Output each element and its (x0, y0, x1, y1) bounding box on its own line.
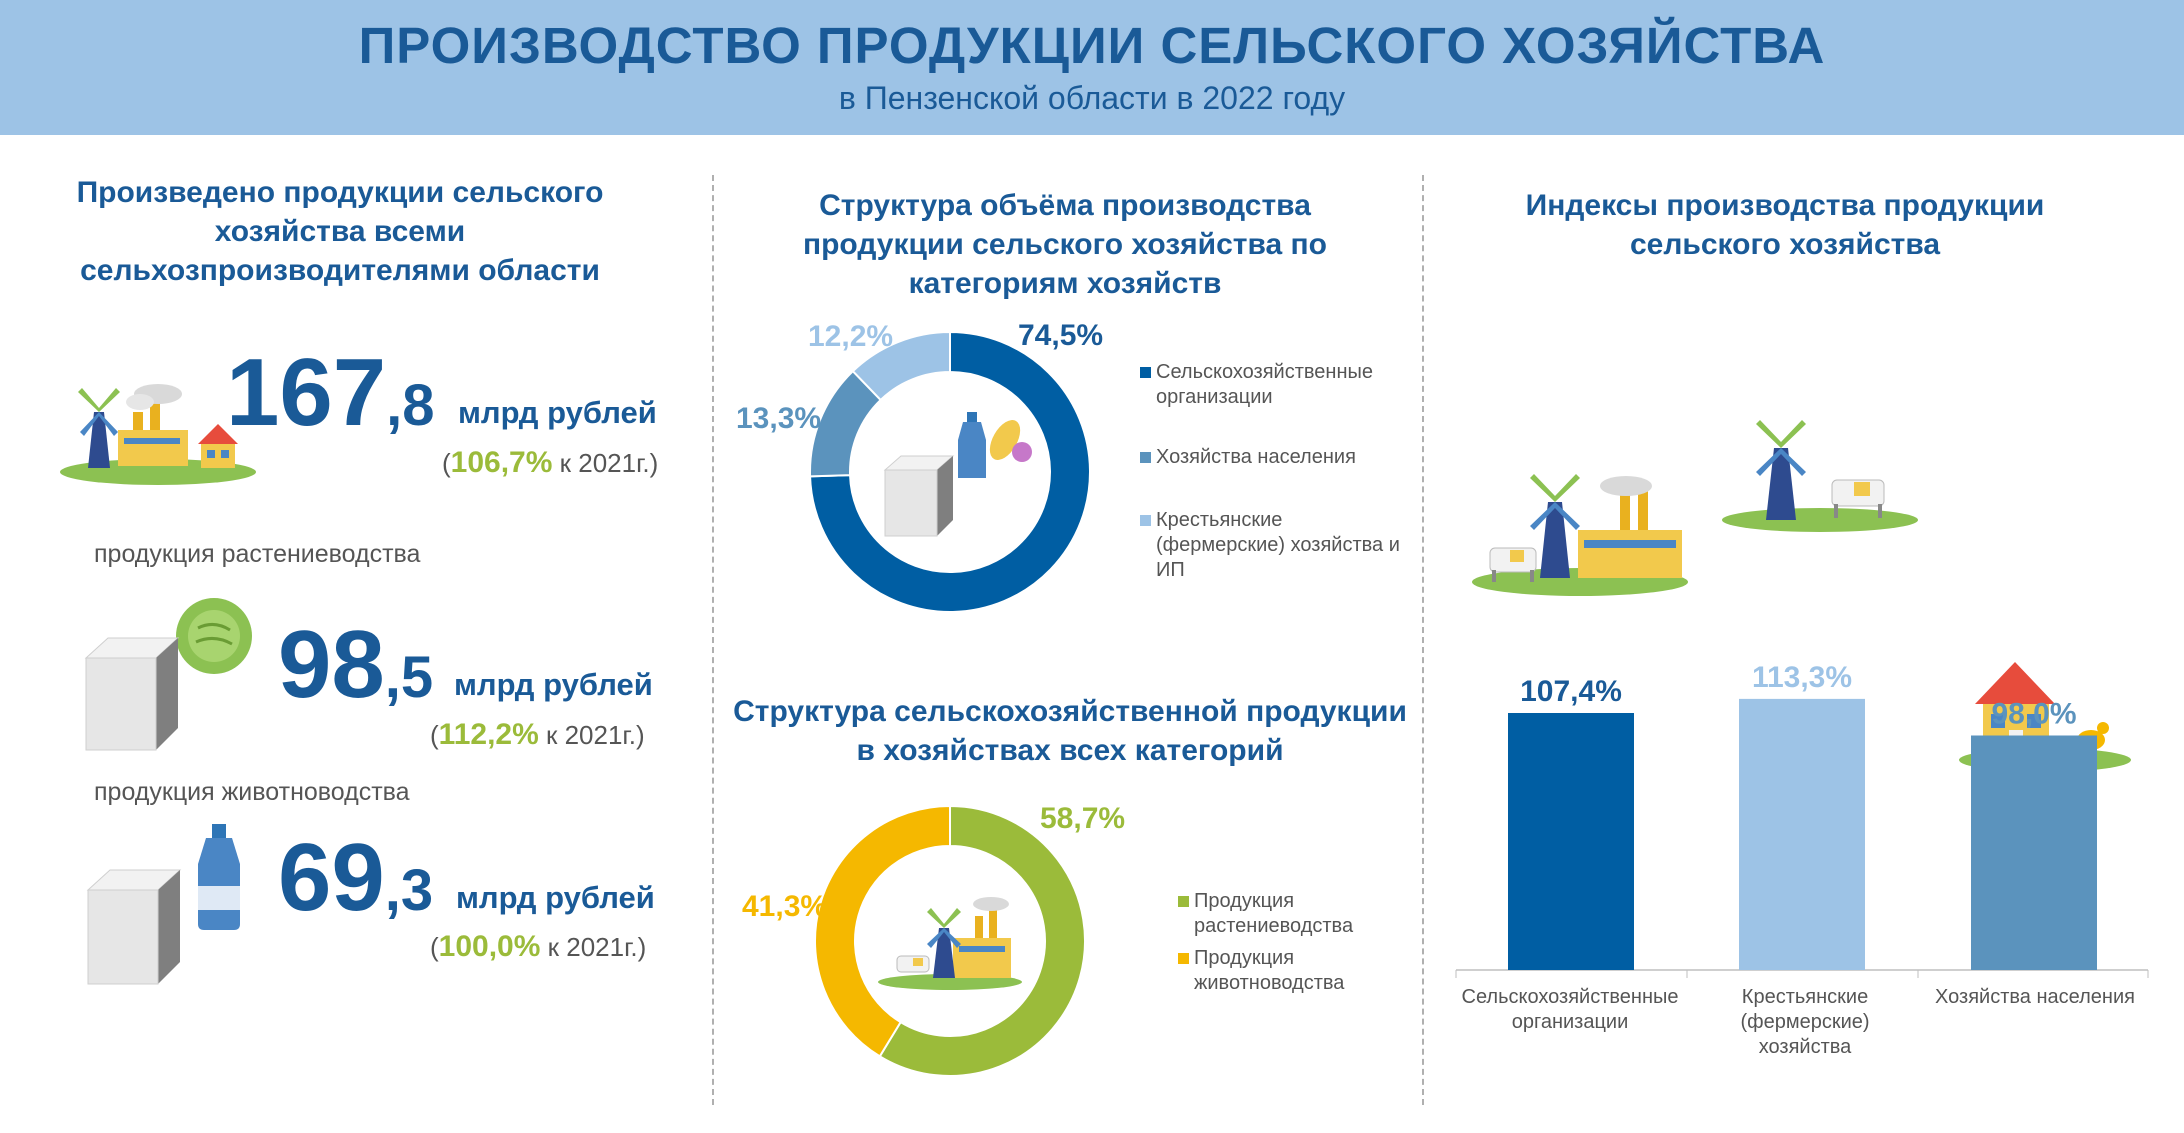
livestock-label: продукция животноводства (94, 778, 410, 806)
donut2-legend-item-1 (1178, 946, 1398, 996)
donut1-chart (800, 320, 1100, 620)
total-change-open: ( (442, 448, 451, 478)
bar-0 (1508, 713, 1634, 970)
bar-chart-title: Индексы производства продукции сельского хозяйства (1525, 189, 2045, 261)
donut2-center-icon (878, 897, 1022, 990)
left-section-title: Произведено продукции сельского хозяйства всеми сельхозпроизводителями области (76, 176, 604, 287)
donut2-legend-label-0: Продукция растениеводства (1194, 890, 1354, 937)
donut1-legend-label-0: Сельскохозяйственные организации (1156, 361, 1373, 408)
bar-category-label-1: Крестьянские (фермерские) хозяйства (1740, 986, 1870, 1058)
total-value-frac: ,8 (386, 373, 435, 438)
total-value (226, 338, 435, 448)
donut1-legend-item-1 (1140, 445, 1410, 470)
legend-swatch (1140, 367, 1151, 378)
livestock-value-int: 69 (278, 824, 385, 931)
donut2-slice-1 (815, 806, 950, 1056)
livestock-value-frac: ,3 (384, 858, 434, 923)
livestock-unit: млрд рублей (456, 880, 655, 915)
cube-milk-icon (88, 824, 258, 1004)
legend-swatch (1140, 452, 1151, 463)
total-change-tail: к 2021г.) (552, 448, 659, 478)
divider-left (712, 175, 714, 1105)
divider-right (1422, 175, 1424, 1105)
page-title: ПРОИЗВОДСТВО ПРОДУКЦИИ СЕЛЬСКОГО ХОЗЯЙСТВА (358, 17, 1826, 74)
bar-category-label-2: Хозяйства населения (1935, 986, 2135, 1008)
windmill-cow-icon (1720, 410, 1920, 535)
legend-swatch (1140, 515, 1151, 526)
crop-change (430, 718, 645, 752)
bar-value-label-2: 98,0% (1991, 697, 2077, 731)
crop-change-tail: к 2021г.) (538, 720, 645, 750)
crop-value (278, 610, 433, 720)
donut1-legend-item-0 (1140, 360, 1410, 410)
bar-value-label-1: 113,3% (1751, 660, 1853, 694)
donut1-legend-item-2 (1140, 508, 1410, 583)
page-subtitle: в Пензенской области в 2022 году (838, 80, 1346, 116)
total-change (442, 446, 658, 480)
donut2-legend-item-0 (1178, 889, 1398, 939)
donut1-label-1: 13,3% (736, 402, 822, 435)
donut1-center-icon (885, 412, 1032, 536)
cube-cabbage-icon (86, 598, 256, 758)
donut1-legend (1140, 360, 1410, 583)
donut2-legend (1178, 889, 1398, 996)
legend-swatch (1178, 953, 1189, 964)
donut2-chart (815, 806, 1085, 1076)
total-value-int: 167 (226, 339, 387, 446)
header-banner (0, 0, 2184, 135)
livestock-change-open: ( (430, 932, 439, 962)
bar-value-label-0: 107,4% (1520, 675, 1622, 708)
donut1-label-0: 74,5% (1018, 319, 1104, 352)
crop-label: продукция растениеводства (94, 540, 421, 568)
total-unit: млрд рублей (458, 395, 657, 430)
livestock-change-pct: 100,0% (438, 930, 541, 963)
farm-cow-icon (1470, 460, 1690, 600)
crop-change-open: ( (430, 720, 439, 750)
donut2-label-0: 58,7% (1040, 802, 1126, 835)
crop-value-frac: ,5 (384, 645, 434, 710)
crop-unit: млрд рублей (454, 667, 653, 702)
donut1-title: Структура объёма производства продукции сельского хозяйства по категориям хозяйств (802, 189, 1328, 300)
crop-value-int: 98 (278, 611, 385, 718)
donut2-label-1: 41,3% (742, 890, 828, 923)
total-change-pct: 106,7% (450, 446, 553, 479)
livestock-change (430, 930, 646, 964)
donut1-legend-label-2: Крестьянские (фермерские) хозяйства и ИП (1156, 509, 1400, 581)
livestock-value (278, 823, 433, 933)
donut1-label-2: 12,2% (808, 320, 894, 353)
donut2-legend-label-1: Продукция животноводства (1194, 947, 1345, 994)
donut2-title: Структура сельскохозяйственной продукции в хозяйствах всех категорий (733, 695, 1407, 767)
bar-category-label-0: Сельскохозяйственные организации (1461, 986, 1679, 1033)
bar-1 (1739, 699, 1865, 970)
livestock-change-tail: к 2021г.) (540, 932, 647, 962)
legend-swatch (1178, 896, 1189, 907)
donut1-legend-label-1: Хозяйства населения (1156, 446, 1356, 468)
crop-change-pct: 112,2% (438, 718, 539, 751)
bar-2 (1971, 735, 2097, 970)
